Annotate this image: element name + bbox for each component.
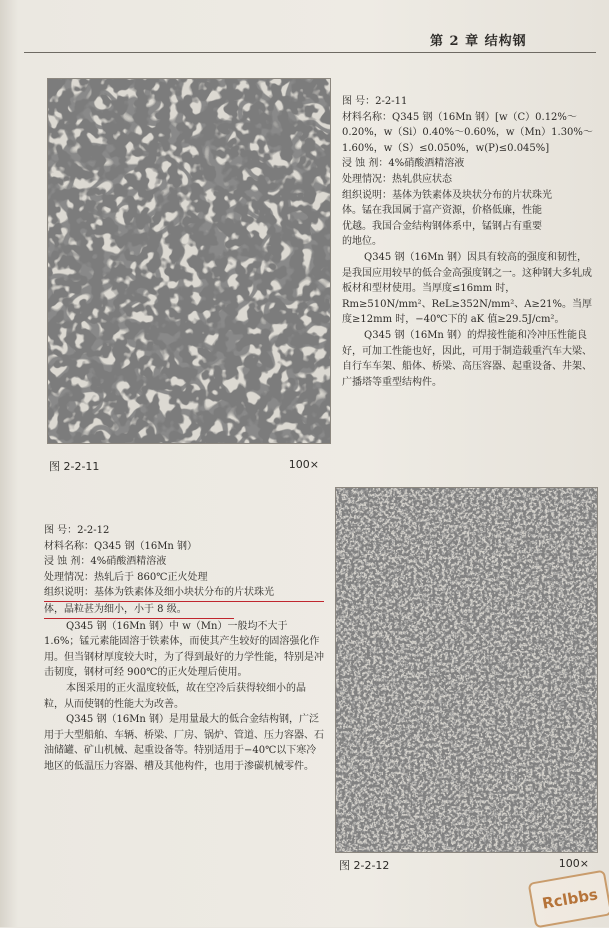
micrograph-2-2-11 xyxy=(47,78,331,444)
caption-label: 图 2-2-11 xyxy=(49,460,100,473)
info-line: 图 号：2-2-11 xyxy=(342,96,408,107)
info-line: 组织说明：基体为铁素体及块状分布的片状珠光 xyxy=(342,189,552,201)
info-line: 处理情况：热轧后于 860℃正火处理 xyxy=(44,571,208,583)
info-line-underlined: 组织说明：基体为铁素体及细小块状分布的片状珠光 xyxy=(44,585,324,602)
info-line: 图 号：2-2-12 xyxy=(44,525,110,536)
info-line: 体。锰在我国属于富产资源，价格低廉，性能 xyxy=(342,205,542,217)
chapter-header: 第 2 章 结构钢 xyxy=(430,34,527,49)
header-rule xyxy=(24,52,596,53)
caption-label: 图 2-2-12 xyxy=(339,859,390,872)
info-line: 1.60%，w（S）≤0.050%，w(P)≤0.045%] xyxy=(342,142,550,154)
info-line: 处理情况：热轧供应状态 xyxy=(342,173,452,185)
paragraph: Q345 钢（16Mn 钢）中 w（Mn）一般均不大于 1.6%；锰元素能固溶于铁素体，而使其产生较好的固溶强化作用。但当钢材厚度较大时，为了得到最好的力学性能，特别是冲击韧度，钢材可经 900℃的正火处理后使用。 xyxy=(44,620,324,679)
info-line-underlined: 体，晶粒甚为细小，小于 8 级。 xyxy=(44,602,234,619)
watermark-stamp: Rclbbs xyxy=(528,870,609,928)
figure-caption-2-2-12 xyxy=(339,857,589,873)
paragraph: Q345 钢（16Mn 钢）的焊接性能和冷冲压性能良好，可加工性能也好，因此，可用于制造载重汽车大梁、自行车车架、船体、桥梁、高压容器、起重设备、井架、广播塔等重型结构件。 xyxy=(342,329,592,388)
figure-2-2-12-text xyxy=(44,523,324,775)
info-line: 0.20%，w（Si）0.40%～0.60%，w（Mn）1.30%～ xyxy=(342,127,593,139)
figure-caption-2-2-11 xyxy=(49,458,319,474)
info-line: 材料名称：Q345 钢（16Mn 钢）[w（C）0.12%～ xyxy=(342,111,577,123)
magnification-label: 100× xyxy=(288,458,319,471)
micrograph-2-2-12 xyxy=(335,487,598,853)
info-line: 优越。我国合金结构钢体系中，锰钢占有重要 xyxy=(342,220,542,232)
figure-2-2-11-text xyxy=(342,94,594,390)
info-line: 的地位。 xyxy=(342,236,382,248)
info-line: 浸 蚀 剂：4%硝酸酒精溶液 xyxy=(342,158,465,170)
paragraph: Q345 钢（16Mn 钢）是用量最大的低合金结构钢，广泛用于大型船舶、车辆、桥梁、厂房、锅炉、管道、压力容器、石油储罐、矿山机械、起重设备等。特别适用于−40℃以下寒冷地区的低温压力容器、槽及其他构件，也用于渗碳机械零件。 xyxy=(44,714,324,772)
magnification-label: 100× xyxy=(558,857,589,870)
paragraph: Q345 钢（16Mn 钢）因具有较高的强度和韧性，是我国应用较早的低合金高强度钢之一。这种钢大多轧成板材和型材使用。当厚度≤16mm 时，Rm≥510N/mm²、ReL≥352N/mm²、A≥21%。当厚度≥12mm 时，−40℃下的 aK 值≥29.5J/cm²。 xyxy=(342,251,593,326)
info-line: 浸 蚀 剂：4%硝酸酒精溶液 xyxy=(44,556,167,568)
info-line: 材料名称：Q345 钢（16Mn 钢） xyxy=(44,540,198,552)
paragraph: 本图采用的正火温度较低，故在空冷后获得较细小的晶粒，从而使钢的性能大为改善。 xyxy=(44,682,306,710)
